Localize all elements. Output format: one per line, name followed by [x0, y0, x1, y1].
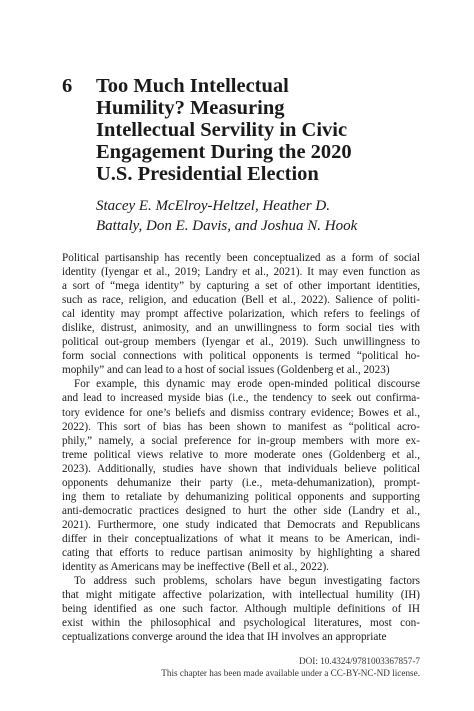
- paragraph-line: a sort of “mega identity” by capturing a set of other important identities,: [62, 280, 420, 293]
- page-footer: [60, 656, 420, 679]
- paragraph-line: form social connections with political opponents is termed “political ho-: [62, 350, 420, 363]
- paragraph-line: tory evidence for one’s beliefs and dismiss contrary evidence; Bowes et al.,: [62, 406, 420, 419]
- paragraph-line: ing them to retaliate by dehumanizing political opponents and supporting: [62, 490, 420, 503]
- chapter-title-line: Humility? Measuring: [96, 97, 285, 119]
- paragraph-line: being identified as one such factor. Although multiple definitions of IH: [62, 603, 420, 616]
- paragraph-line: dislike, distrust, animosity, and an unwillingness to form social ties with: [62, 322, 420, 335]
- chapter-title-line: Too Much Intellectual: [96, 75, 289, 97]
- paragraph-line: identity (Iyengar et al., 2019; Landry et al., 2021). It may even function as: [62, 266, 420, 279]
- paragraph-line: opponents dehumanize their party (i.e., meta-dehumanization), prompt-: [62, 476, 420, 489]
- authors-line: Stacey E. McElroy-Heltzel, Heather D.: [96, 198, 330, 214]
- chapter-heading: [62, 75, 422, 185]
- paragraph-line: 2023). Additionally, studies have shown that individuals believe political: [62, 462, 420, 475]
- paragraph-line: and lead to increased myside bias (i.e., the tendency to seek out confirma-: [62, 392, 420, 405]
- paragraph-line: that might mitigate affective polarization, with intellectual humility (IH): [62, 589, 420, 602]
- paragraph-line: 2021). Furthermore, one study indicated that Democrats and Republicans: [62, 518, 420, 531]
- paragraph-line: cal identity may prompt affective polarization, which refers to feelings of: [62, 308, 420, 321]
- paragraph-line: Political partisanship has recently been conceptualized as a form of social: [62, 252, 420, 264]
- paragraph-line: For example, this dynamic may erode open-minded political discourse: [74, 378, 420, 391]
- paragraph-line: cating that efforts to reduce partisan animosity by highlighting a shared: [62, 546, 420, 559]
- chapter-title-line: U.S. Presidential Election: [96, 163, 319, 185]
- paragraph-line: 2022). This sort of bias has been shown to manifest as “political acro-: [62, 420, 420, 433]
- paragraph-line: political out-group members (Iyengar et al., 2019). Such unwillingness to: [62, 336, 420, 349]
- paragraph-line: differ in their conceptualizations of what it means to be American, indi-: [62, 532, 420, 545]
- paragraph-line: mophily” and can lead to a host of social issues (Goldenberg et al., 2023): [62, 364, 390, 377]
- authors-line: Battaly, Don E. Davis, and Joshua N. Hook: [96, 218, 358, 234]
- paragraph-line: ceptualizations converge around the idea that IH involves an appropriate: [62, 631, 387, 644]
- paragraph: [62, 377, 420, 574]
- paragraph-line: such as race, religion, and education (Bell et al., 2022). Salience of politi-: [62, 294, 420, 307]
- license-text: This chapter has been made available under a CC-BY-NC-ND license.: [161, 667, 420, 678]
- paragraph-line: treme political views relative to more moderate ones (Goldenberg et al.,: [62, 448, 420, 461]
- chapter-title: [96, 75, 352, 185]
- doi-text: DOI: 10.4324/9781003367857-7: [299, 656, 420, 666]
- paragraph-line: To address such problems, scholars have begun investigating factors: [74, 575, 420, 588]
- paragraph-line: identity as Americans may be ineffective (Bell et al., 2022).: [62, 561, 329, 574]
- paragraph: [62, 574, 420, 644]
- paragraph-line: anti-democratic practices designed to hurt the other side (Landry et al.,: [62, 504, 420, 517]
- chapter-title-line: Engagement During the 2020: [96, 141, 352, 163]
- paragraph: [62, 251, 420, 377]
- paragraph-line: phily,” namely, a social preference for in-group members with more ex-: [62, 434, 420, 447]
- chapter-title-line: Intellectual Servility in Civic: [96, 119, 348, 141]
- body-text: [62, 251, 420, 644]
- paragraph-line: exist within the philosophical and psychological literatures, most con-: [62, 617, 420, 630]
- chapter-number: 6: [62, 75, 73, 97]
- chapter-authors: [96, 196, 436, 236]
